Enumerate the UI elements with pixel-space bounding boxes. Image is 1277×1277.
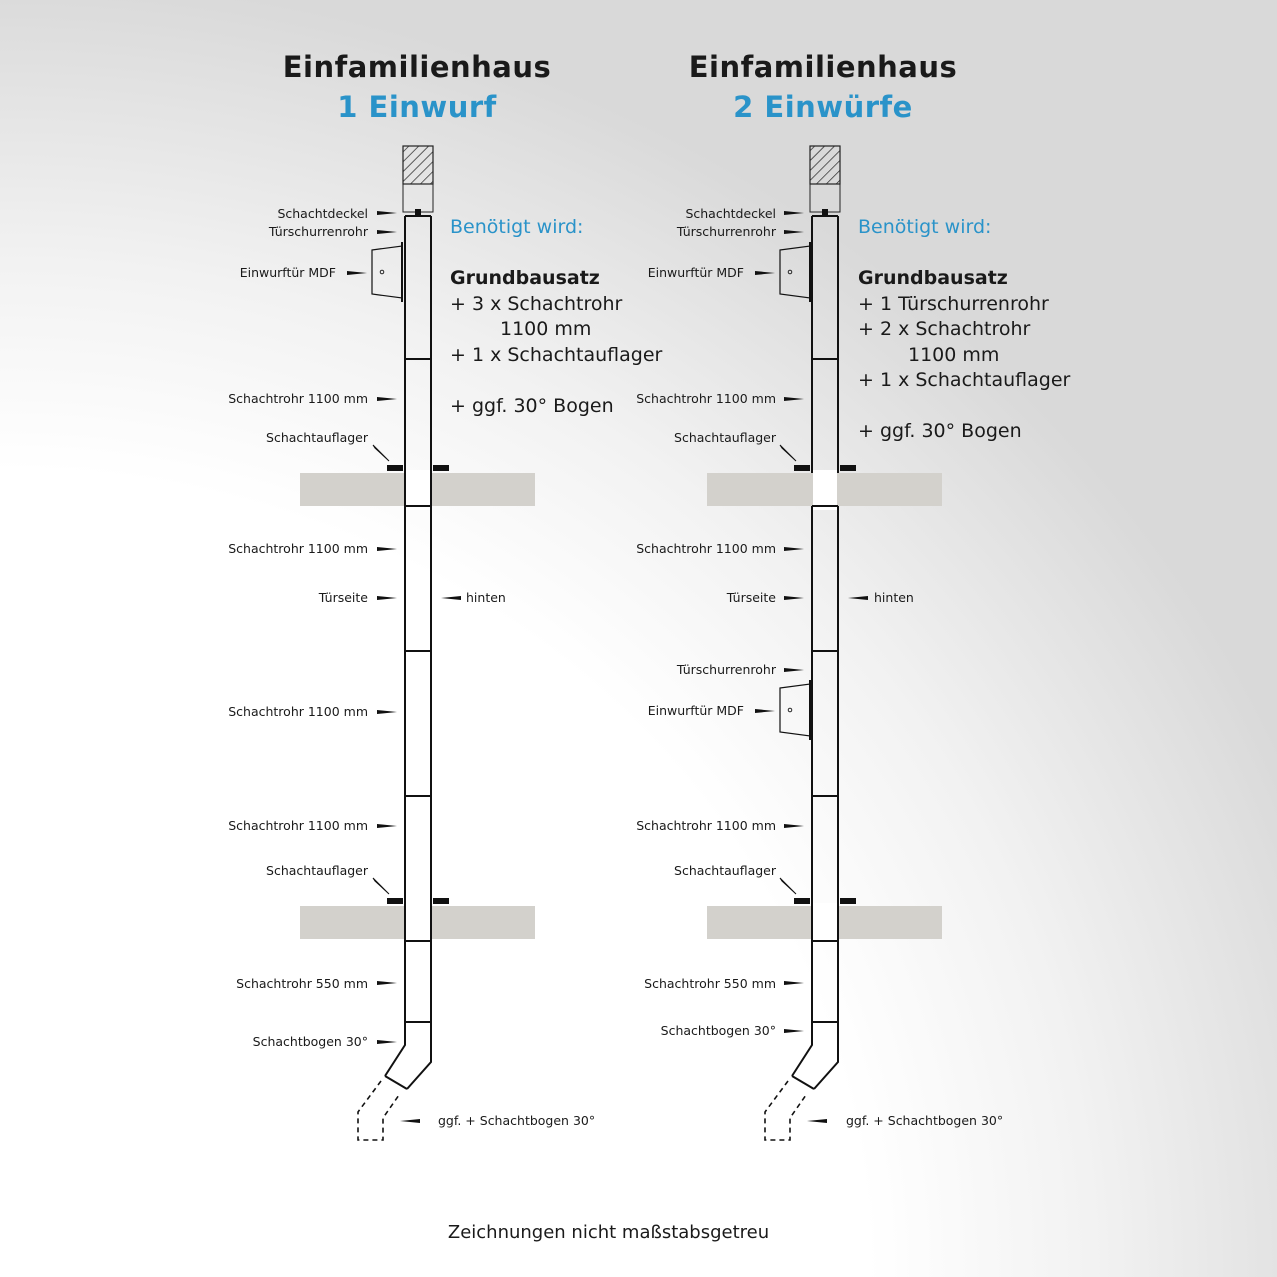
left-label-hinten: hinten	[466, 590, 506, 605]
tube-inside	[813, 470, 837, 510]
left-label-auflager2: Schachtauflager	[266, 863, 368, 878]
left-label-rohr1: Schachtrohr 1100 mm	[228, 391, 368, 406]
door-insert-knob	[380, 270, 384, 274]
label-arrow	[807, 1119, 827, 1123]
label-arrow	[784, 668, 804, 672]
requirement-line: + 1 x Schachtauflager	[858, 369, 1071, 391]
left-label-bogen: Schachtbogen 30°	[252, 1034, 368, 1049]
right-label-einwurftuer: Einwurftür MDF	[647, 265, 744, 280]
requirement-line: + 3 x Schachtrohr	[450, 292, 623, 315]
label-arrow	[377, 547, 397, 551]
label-arrow	[377, 230, 397, 234]
auflager-pointer	[373, 878, 389, 894]
door-insert	[780, 684, 810, 736]
label-arrow	[755, 709, 775, 713]
label-arrow	[400, 1119, 420, 1123]
label-arrow	[784, 230, 804, 234]
right-label-auflager1: Schachtauflager	[674, 430, 776, 445]
right-label-einwurftuer2: Einwurftür MDF	[647, 703, 744, 718]
label-arrow	[784, 824, 804, 828]
label-arrow	[377, 824, 397, 828]
label-arrow	[441, 596, 461, 600]
label-arrow	[377, 1040, 397, 1044]
left-label-tuerschurrenrohr: Türschurrenrohr	[268, 224, 368, 239]
shaft-support	[433, 465, 449, 471]
left-label-rohr4: Schachtrohr 1100 mm	[228, 818, 368, 833]
requirement-line: + ggf. 30° Bogen	[858, 420, 1022, 442]
tube-inside	[813, 903, 837, 943]
shaft-support	[387, 898, 403, 904]
shaft-support	[387, 465, 403, 471]
label-arrow	[784, 981, 804, 985]
label-arrow	[377, 710, 397, 714]
optional-bend	[765, 1081, 806, 1140]
shaft-support	[794, 465, 810, 471]
right-label-tuerschurrenrohr: Türschurrenrohr	[676, 224, 776, 239]
shaft-support	[840, 465, 856, 471]
requirement-line: + ggf. 30° Bogen	[450, 394, 614, 417]
right-title-main: Einfamilienhaus	[688, 50, 958, 84]
auflager-pointer	[780, 445, 796, 461]
chimney-frame	[810, 184, 840, 212]
right-label-tuerseite: Türseite	[726, 590, 776, 605]
requirement-line: + 2 x Schachtrohr	[858, 318, 1031, 340]
label-arrow	[848, 596, 868, 600]
tube-inside	[406, 903, 430, 943]
label-arrow	[377, 211, 397, 215]
shaft-support	[840, 898, 856, 904]
door-insert	[372, 246, 402, 298]
left-label-bogen-optional: ggf. + Schachtbogen 30°	[438, 1113, 596, 1128]
right-label-tuerschurrenrohr2: Türschurrenrohr	[676, 662, 776, 677]
left-requirements-heading: Benötigt wird:	[450, 216, 584, 238]
door-insert	[780, 246, 810, 298]
bend-wall	[407, 1022, 431, 1089]
label-arrow	[784, 397, 804, 401]
label-arrow	[755, 271, 775, 275]
left-label-tuerseite: Türseite	[318, 590, 368, 605]
shaft-cover	[415, 209, 421, 216]
right-requirements-heading: Benötigt wird:	[858, 216, 992, 238]
requirement-line: + 1 x Schachtauflager	[450, 343, 663, 366]
auflager-pointer	[373, 445, 389, 461]
shaft-cover	[822, 209, 828, 216]
bend-wall	[792, 1022, 812, 1076]
right-title-sub: 2 Einwürfe	[733, 90, 913, 124]
label-arrow	[784, 211, 804, 215]
chimney-frame	[403, 184, 433, 212]
requirement-line: + 1 Türschurrenrohr	[858, 292, 1049, 315]
right-label-hinten: hinten	[874, 590, 914, 605]
footer-note: Zeichnungen nicht maßstabsgetreu	[447, 1222, 770, 1243]
bend-end	[385, 1076, 407, 1089]
requirement-line: Grundbausatz	[858, 267, 1008, 289]
shaft-support	[433, 898, 449, 904]
label-arrow	[784, 547, 804, 551]
left-label-rohr3: Schachtrohr 1100 mm	[228, 704, 368, 719]
label-arrow	[784, 596, 804, 600]
door-insert-knob	[788, 270, 792, 274]
right-label-auflager2: Schachtauflager	[674, 863, 776, 878]
optional-bend	[358, 1081, 399, 1140]
left-label-einwurftuer: Einwurftür MDF	[239, 265, 336, 280]
right-label-schachtdeckel: Schachtdeckel	[685, 206, 776, 221]
requirement-line: 1100 mm	[500, 318, 592, 340]
bend-wall	[385, 1022, 405, 1076]
right-label-rohr1: Schachtrohr 1100 mm	[636, 391, 776, 406]
label-arrow	[377, 397, 397, 401]
label-arrow	[347, 271, 367, 275]
door-insert-knob	[788, 708, 792, 712]
bend-wall	[814, 1022, 838, 1089]
left-label-auflager1: Schachtauflager	[266, 430, 368, 445]
requirement-line: Grundbausatz	[450, 267, 600, 289]
right-label-bogen: Schachtbogen 30°	[660, 1023, 776, 1038]
left-label-schachtdeckel: Schachtdeckel	[277, 206, 368, 221]
auflager-pointer	[780, 878, 796, 894]
left-title-sub: 1 Einwurf	[337, 90, 497, 124]
label-arrow	[377, 596, 397, 600]
left-label-rohr550: Schachtrohr 550 mm	[236, 976, 368, 991]
right-label-rohr4: Schachtrohr 1100 mm	[636, 818, 776, 833]
right-label-bogen-optional: ggf. + Schachtbogen 30°	[846, 1113, 1004, 1128]
shaft-support	[794, 898, 810, 904]
bend-end	[792, 1076, 814, 1089]
right-label-rohr2: Schachtrohr 1100 mm	[636, 541, 776, 556]
left-title-main: Einfamilienhaus	[282, 50, 552, 84]
left-label-rohr2: Schachtrohr 1100 mm	[228, 541, 368, 556]
chimney-cap	[810, 146, 840, 184]
label-arrow	[784, 1029, 804, 1033]
right-label-rohr550: Schachtrohr 550 mm	[644, 976, 776, 991]
label-arrow	[377, 981, 397, 985]
tube-inside	[406, 470, 430, 510]
chimney-cap	[403, 146, 433, 184]
requirement-line: 1100 mm	[908, 343, 1000, 366]
